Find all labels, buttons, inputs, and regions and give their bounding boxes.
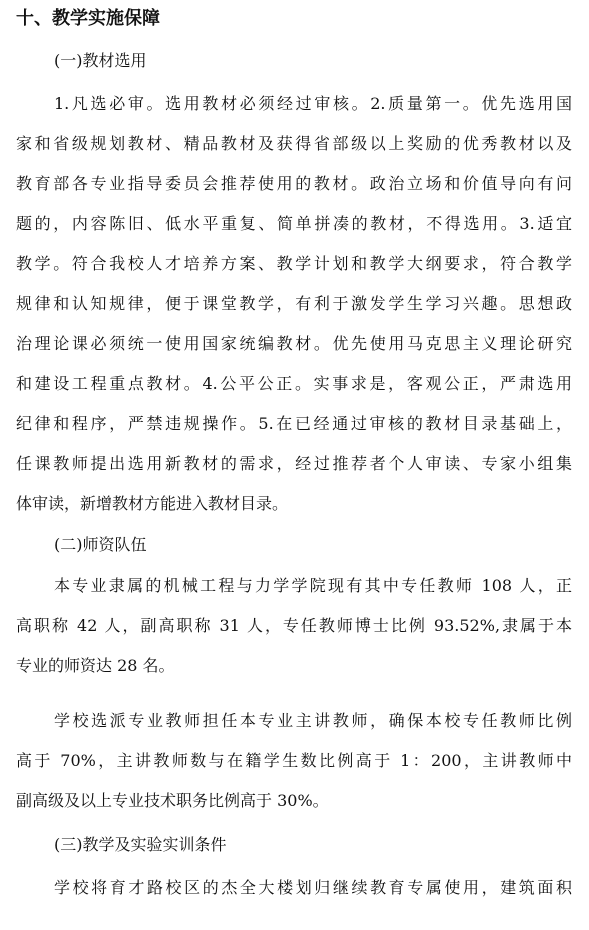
- subsection-heading-materials: (一)教材选用: [54, 51, 147, 70]
- paragraph-line: 副高级及以上专业技术职务比例高于 30%。: [16, 791, 329, 810]
- paragraph-line: 治理论课必须统一使用国家统编教材。优先使用马克思主义理论研究: [16, 334, 572, 353]
- paragraph-line: 学校将育才路校区的杰全大楼划归继续教育专属使用，建筑面积: [54, 878, 572, 897]
- paragraph-line: 和建设工程重点教材。4.公平公正。实事求是，客观公正，严肃选用: [16, 374, 572, 393]
- paragraph-line: 教育部各专业指导委员会推荐使用的教材。政治立场和价值导向有问: [16, 174, 572, 193]
- paragraph-line: 本专业隶属的机械工程与力学学院现有其中专任教师 108 人，正: [54, 576, 572, 595]
- paragraph-line: 题的，内容陈旧、低水平重复、简单拼凑的教材，不得选用。3.适宜: [16, 214, 572, 233]
- paragraph-line: 专业的师资达 28 名。: [16, 656, 175, 675]
- subsection-heading-conditions: (三)教学及实验实训条件: [54, 835, 227, 854]
- paragraph-line: 规律和认知规律，便于课堂教学，有利于激发学生学习兴趣。思想政: [16, 294, 572, 313]
- paragraph-line: 高职称 42 人，副高职称 31 人，专任教师博士比例 93.52%,隶属于本: [16, 616, 572, 635]
- paragraph-line: 高于 70%，主讲教师数与在籍学生数比例高于 1：200，主讲教师中: [16, 751, 572, 770]
- subsection-heading-faculty: (二)师资队伍: [54, 535, 147, 554]
- paragraph-line: 体审读，新增教材方能进入教材目录。: [16, 494, 289, 513]
- section-title: 十、教学实施保障: [16, 8, 160, 29]
- paragraph-line: 学校选派专业教师担任本专业主讲教师，确保本校专任教师比例: [54, 711, 572, 730]
- paragraph-line: 1.凡选必审。选用教材必须经过审核。2.质量第一。优先选用国: [54, 94, 572, 113]
- paragraph-line: 纪律和程序，严禁违规操作。5.在已经通过审核的教材目录基础上，: [16, 414, 572, 433]
- paragraph-line: 教学。符合我校人才培养方案、教学计划和教学大纲要求，符合教学: [16, 254, 572, 273]
- paragraph-line: 家和省级规划教材、精品教材及获得省部级以上奖励的优秀教材以及: [16, 134, 572, 153]
- paragraph-line: 任课教师提出选用新教材的需求，经过推荐者个人审读、专家小组集: [16, 454, 572, 473]
